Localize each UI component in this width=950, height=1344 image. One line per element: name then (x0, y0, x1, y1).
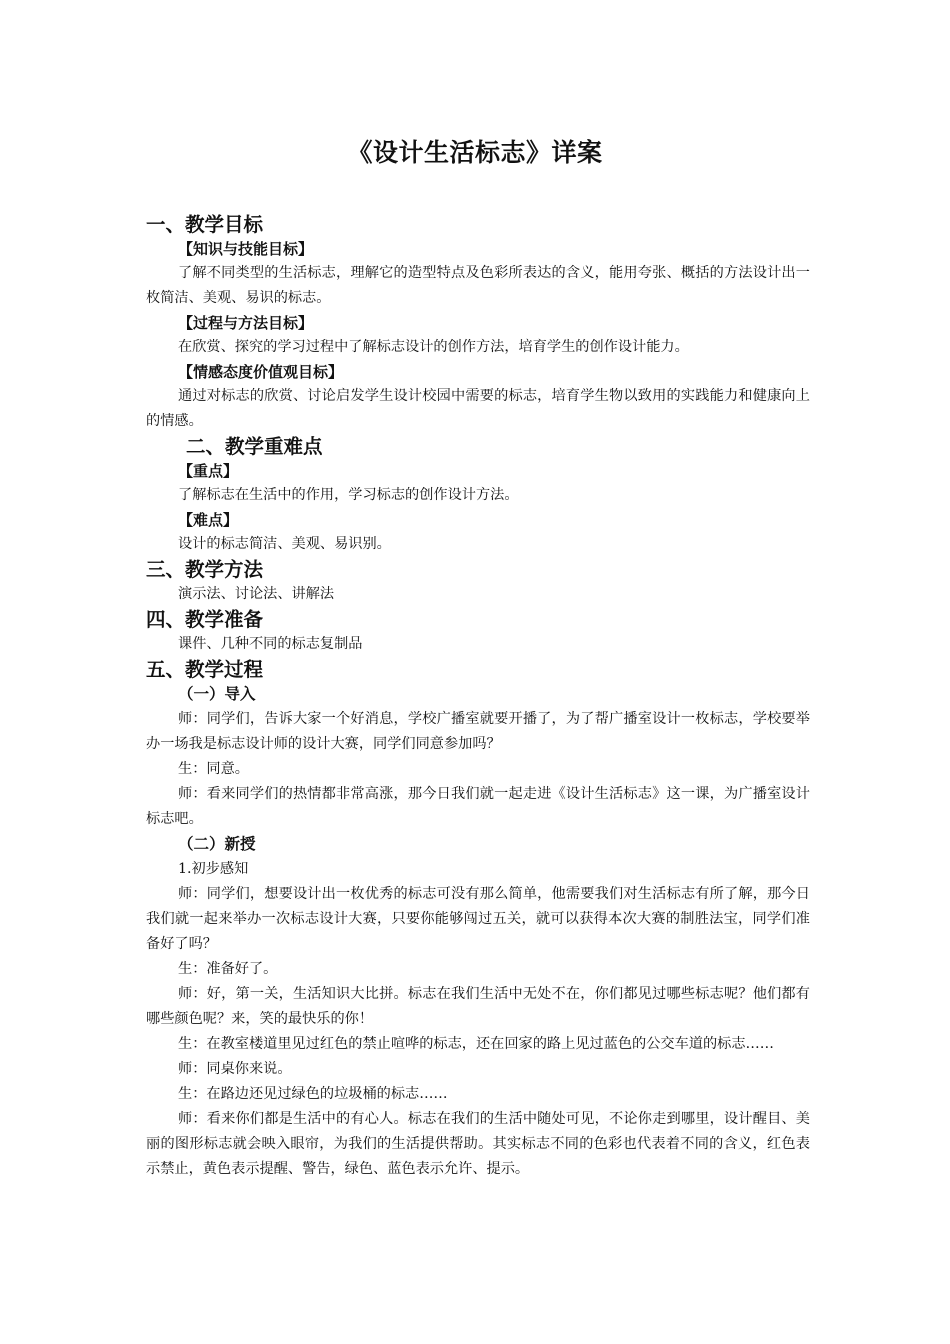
paragraph-new-teacher-3: 师：同桌你来说。 (178, 1061, 292, 1077)
subheading-introduction: （一）导入 (178, 685, 256, 703)
paragraph-new-teacher-2: 师：好，第一关，生活知识大比拼。标志在我们生活中无处不在，你们都见过哪些标志呢？他们都有哪些颜色呢？来，笑的最快乐的你！ (146, 986, 810, 1027)
paragraph-preparation: 课件、几种不同的标志复制品 (178, 636, 363, 652)
document-title: 《设计生活标志》详案 (347, 138, 603, 167)
label-knowledge-skills: 【知识与技能目标】 (178, 240, 314, 258)
step-initial-perception: 1.初步感知 (178, 861, 249, 877)
label-emotion-values: 【情感态度价值观目标】 (178, 363, 344, 381)
paragraph-difficult-point: 设计的标志简洁、美观、易识别。 (178, 536, 391, 552)
paragraph-emotion-values: 通过对标志的欣赏、讨论启发学生设计校园中需要的标志，培育学生物以致用的实践能力和健康向上的情感。 (146, 388, 810, 429)
paragraph-process-method: 在欣赏、探究的学习过程中了解标志设计的创作方法，培育学生的创作设计能力。 (178, 339, 689, 355)
paragraph-new-student-1: 生：准备好了。 (178, 961, 278, 977)
paragraph-new-teacher-1: 师：同学们，想要设计出一枚优秀的标志可没有那么简单，他需要我们对生活标志有所了解，那今日我们就一起来举办一次标志设计大赛，只要你能够闯过五关，就可以获得本次大赛的制胜法宝，同学们准备好了吗？ (146, 886, 810, 952)
paragraph-new-student-2: 生：在教室楼道里见过红色的禁止喧哗的标志，还在回家的路上见过蓝色的公交车道的标志…… (178, 1036, 774, 1052)
subheading-new-lesson: （二）新授 (178, 835, 256, 853)
paragraph-key-point: 了解标志在生活中的作用，学习标志的创作设计方法。 (178, 487, 519, 503)
section-heading-objectives: 一、教学目标 (146, 213, 264, 236)
paragraph-new-student-3: 生：在路边还见过绿色的垃圾桶的标志…… (178, 1086, 448, 1102)
paragraph-intro-student-1: 生：同意。 (178, 761, 249, 777)
paragraph-knowledge-skills: 了解不同类型的生活标志，理解它的造型特点及色彩所表达的含义，能用夸张、概括的方法设计出一枚简洁、美观、易识的标志。 (146, 265, 810, 306)
section-heading-methods: 三、教学方法 (146, 558, 264, 581)
label-key-point: 【重点】 (178, 462, 239, 480)
paragraph-methods: 演示法、讨论法、讲解法 (178, 586, 335, 602)
paragraph-new-teacher-4: 师：看来你们都是生活中的有心人。标志在我们的生活中随处可见，不论你走到哪里，设计醒目、美丽的图形标志就会映入眼帘，为我们的生活提供帮助。其实标志不同的色彩也代表着不同的含义，红色表示禁止，黄色表示提醒、警告，绿色、蓝色表示允许、提示。 (146, 1111, 810, 1177)
section-heading-key-difficult: 二、教学重难点 (186, 435, 323, 458)
section-heading-process: 五、教学过程 (146, 658, 264, 681)
paragraph-intro-teacher-1: 师：同学们，告诉大家一个好消息，学校广播室就要开播了，为了帮广播室设计一枚标志，学校要举办一场我是标志设计师的设计大赛，同学们同意参加吗？ (146, 711, 810, 752)
label-difficult-point: 【难点】 (178, 511, 239, 529)
section-heading-preparation: 四、教学准备 (146, 608, 264, 631)
paragraph-intro-teacher-2: 师：看来同学们的热情都非常高涨，那今日我们就一起走进《设计生活标志》这一课，为广播室设计标志吧。 (146, 786, 810, 827)
label-process-method: 【过程与方法目标】 (178, 314, 314, 332)
document-body (146, 212, 810, 1182)
